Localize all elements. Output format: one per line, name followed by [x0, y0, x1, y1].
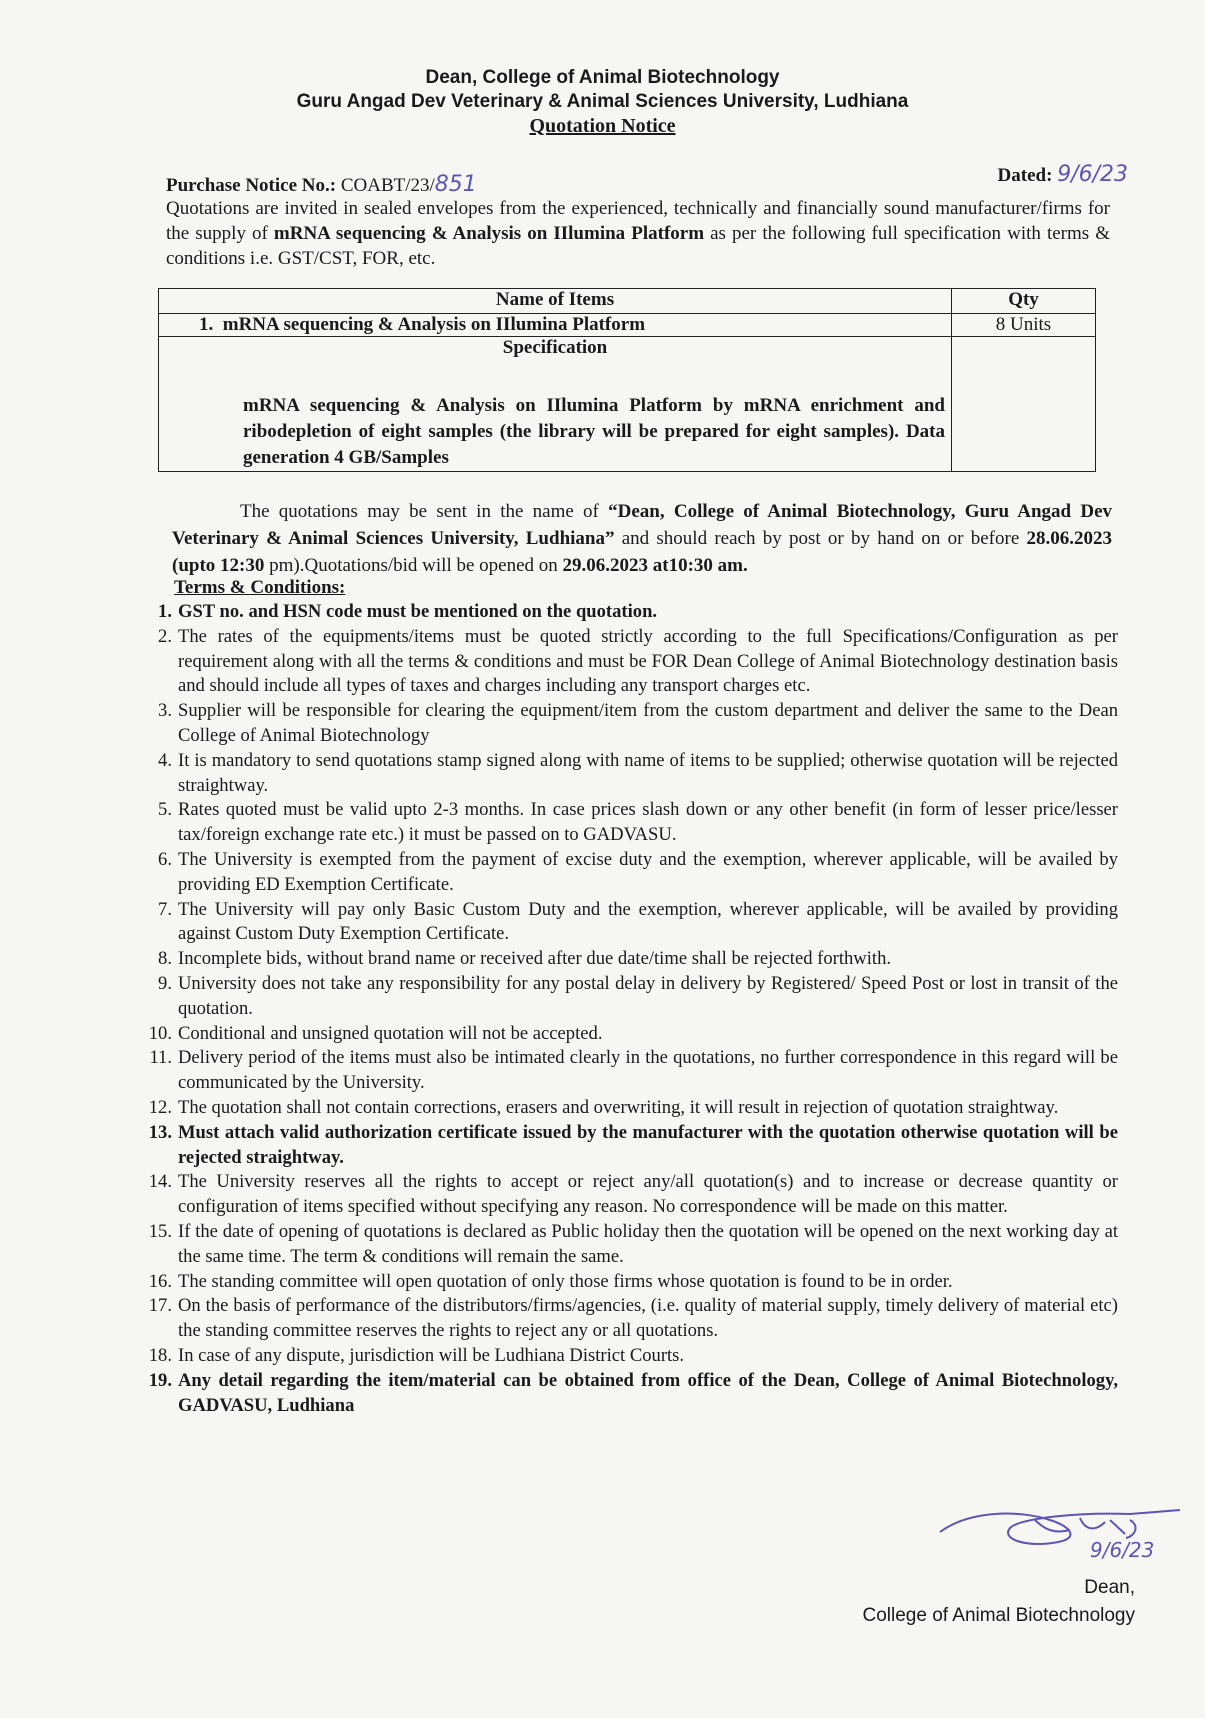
term-item [158, 699, 1118, 749]
col-header-name: Name of Items [159, 289, 952, 314]
term-number: 7. [158, 898, 172, 920]
term-number: 6. [158, 848, 172, 870]
term-number: 13. [148, 1121, 172, 1143]
term-text: The University will pay only Basic Custom Duty and the exemption, wherever applicable, will be availed by providing against Custom Duty Exemption Certificate. [178, 898, 1118, 945]
term-number: 1. [158, 601, 172, 622]
term-item [158, 749, 1118, 799]
item-row-qty: 8 Units [952, 314, 1096, 337]
term-text: On the basis of performance of the distributors/firms/agencies, (i.e. quality of material supply, timely delivery of material etc) the standing committee reserves the rights to reject any or all quotations. [178, 1295, 1118, 1342]
dated-handwritten: 9/6/23 [1057, 162, 1128, 187]
term-number: 11. [149, 1047, 172, 1069]
term-number: 4. [158, 749, 172, 771]
term-text: In case of any dispute, jurisdiction will be Ludhiana District Courts. [178, 1344, 685, 1366]
term-text: It is mandatory to send quotations stamp signed along with name of items to be supplied; otherwise quotation will be rejected straightway. [178, 749, 1118, 796]
header-university: Guru Angad Dev Veterinary & Animal Sciences University, Ludhiana [296, 91, 909, 112]
term-item [148, 1220, 1118, 1270]
term-item [158, 600, 1118, 625]
term-item [148, 1022, 1118, 1047]
signature-date: 9/6/23 [1090, 1538, 1155, 1562]
term-item [158, 972, 1118, 1022]
term-item [148, 1344, 1118, 1369]
submission-paragraph [172, 498, 1112, 579]
spec-text: mRNA sequencing & Analysis on IIlumina Platform by mRNA enrichment and ribodepletion of eight samples (the library will be prepared for eight samples). Data generation 4 GB/Samples [243, 395, 945, 468]
para-text-2: and should reach by post or by hand on or before [614, 528, 1027, 549]
para-opening: 29.06.2023 at10:30 am. [562, 555, 748, 576]
term-item [148, 1096, 1118, 1121]
intro-text-after: as per the following full specification with terms & conditions i.e. GST/CST, FOR, etc. [166, 223, 1110, 269]
term-item [148, 1270, 1118, 1295]
term-item [149, 1046, 1118, 1096]
dated-label: Dated: [997, 165, 1053, 186]
header-college: Dean, College of Animal Biotechnology [425, 67, 780, 88]
items-table [158, 288, 1096, 472]
term-item [148, 1121, 1118, 1171]
dated-field [998, 162, 1128, 187]
term-text: The rates of the equipments/items must be quoted strictly according to the full Specifications/Configuration as per requirement along with all the terms & conditions and must be FOR Dean College of Animal Biotechnology destination basis and should include all types of taxes and charges including any transport charges etc. [178, 625, 1118, 697]
purchase-notice-handwritten: 851 [434, 172, 477, 197]
term-number: 17. [148, 1295, 172, 1317]
header-title: Quotation Notice [529, 115, 676, 137]
notice-line [166, 162, 1128, 197]
term-text: Rates quoted must be valid upto 2-3 months. In case prices slash down or any other benefit (in form of lesser price/lesser tax/foreign exchange rate etc.) it must be passed on to GADVASU. [178, 799, 1118, 846]
para-deadline: 28.06.2023 (upto 12:30 [172, 528, 1112, 576]
term-item [158, 848, 1118, 898]
item-row-label: mRNA sequencing & Analysis on IIlumina Platform [222, 314, 646, 335]
intro-text-before: Quotations are invited in sealed envelopes from the experienced, technically and financially sound manufacturer/firms for the supply of [166, 198, 1110, 244]
term-item [148, 1170, 1118, 1220]
term-item [158, 625, 1118, 699]
term-number: 12. [148, 1096, 172, 1118]
term-text: Supplier will be responsible for clearing the equipment/item from the custom department and deliver the same to the Dean College of Animal Biotechnology [178, 700, 1118, 746]
term-number: 5. [158, 799, 172, 821]
term-number: 14. [148, 1171, 172, 1193]
spec-title: Specification [502, 337, 608, 358]
term-text: Incomplete bids, without brand name or received after due date/time shall be rejected forthwith. [178, 948, 892, 970]
signatory-title: Dean, [1084, 1577, 1135, 1598]
term-number: 19. [148, 1369, 172, 1391]
intro-item-name: mRNA sequencing & Analysis on IIlumina Platform [273, 223, 705, 244]
term-item [148, 1369, 1118, 1419]
term-text: The standing committee will open quotation of only those firms whose quotation is found to be in order. [178, 1270, 953, 1292]
term-text: GST no. and HSN code must be mentioned on the quotation. [178, 601, 658, 622]
term-number: 15. [148, 1220, 172, 1242]
purchase-notice-prefix: COABT/23/ [340, 175, 435, 196]
term-number: 9. [158, 972, 172, 994]
term-text: The University reserves all the rights to accept or reject any/all quotation(s) and to increase or decrease quantity or configuration of items specified without specifying any reason. No correspondence will be made on this matter. [178, 1171, 1118, 1218]
spec-cell [159, 337, 952, 472]
term-text: Conditional and unsigned quotation will not be accepted. [178, 1022, 603, 1044]
term-number: 10. [148, 1022, 172, 1044]
signatory-office: College of Animal Biotechnology [862, 1605, 1135, 1626]
col-header-qty: Qty [952, 289, 1096, 314]
term-item [158, 947, 1118, 972]
signatory-block [862, 1574, 1135, 1630]
term-number: 3. [158, 700, 172, 722]
purchase-notice-label: Purchase Notice No.: [166, 175, 337, 196]
term-number: 2. [158, 625, 172, 647]
spec-qty-cell [952, 337, 1096, 472]
term-text: The quotation shall not contain corrections, erasers and overwriting, it will result in rejection of quotation straightway. [178, 1096, 1059, 1118]
term-number: 8. [158, 948, 172, 970]
item-row-number: 1. [199, 314, 214, 335]
terms-list [148, 600, 1118, 1418]
term-text: University does not take any responsibility for any postal delay in delivery by Registered/ Speed Post or lost in transit of the quotation. [178, 972, 1118, 1019]
term-text: Must attach valid authorization certificate issued by the manufacturer with the quotation otherwise quotation will be rejected straightway. [178, 1121, 1118, 1168]
term-item [158, 798, 1118, 848]
document-header [0, 66, 1205, 138]
term-text: The University is exempted from the payment of excise duty and the exemption, wherever applicable, will be availed by providing ED Exemption Certificate. [178, 848, 1118, 895]
term-number: 18. [148, 1344, 172, 1366]
item-row-name [159, 314, 952, 337]
para-text-1: The quotations may be sent in the name of [240, 501, 609, 522]
term-text: Any detail regarding the item/material can be obtained from office of the Dean, College of Animal Biotechnology, GADVASU, Ludhiana [178, 1369, 1118, 1416]
term-item [148, 1294, 1118, 1344]
term-item [158, 898, 1118, 948]
term-text: Delivery period of the items must also be intimated clearly in the quotations, no further correspondence in this regard will be communicated by the University. [178, 1047, 1118, 1094]
terms-heading: Terms & Conditions: [174, 577, 346, 598]
term-text: If the date of opening of quotations is declared as Public holiday then the quotation will be opened on the next working day at the same time. The term & conditions will remain the same. [178, 1220, 1118, 1267]
para-addressee: “Dean, College of Animal Biotechnology, Guru Angad Dev Veterinary & Animal Sciences University, Ludhiana” [172, 501, 1112, 549]
term-number: 16. [148, 1270, 172, 1292]
intro-paragraph [166, 196, 1110, 271]
para-text-3: pm).Quotations/bid will be opened on [264, 555, 563, 576]
